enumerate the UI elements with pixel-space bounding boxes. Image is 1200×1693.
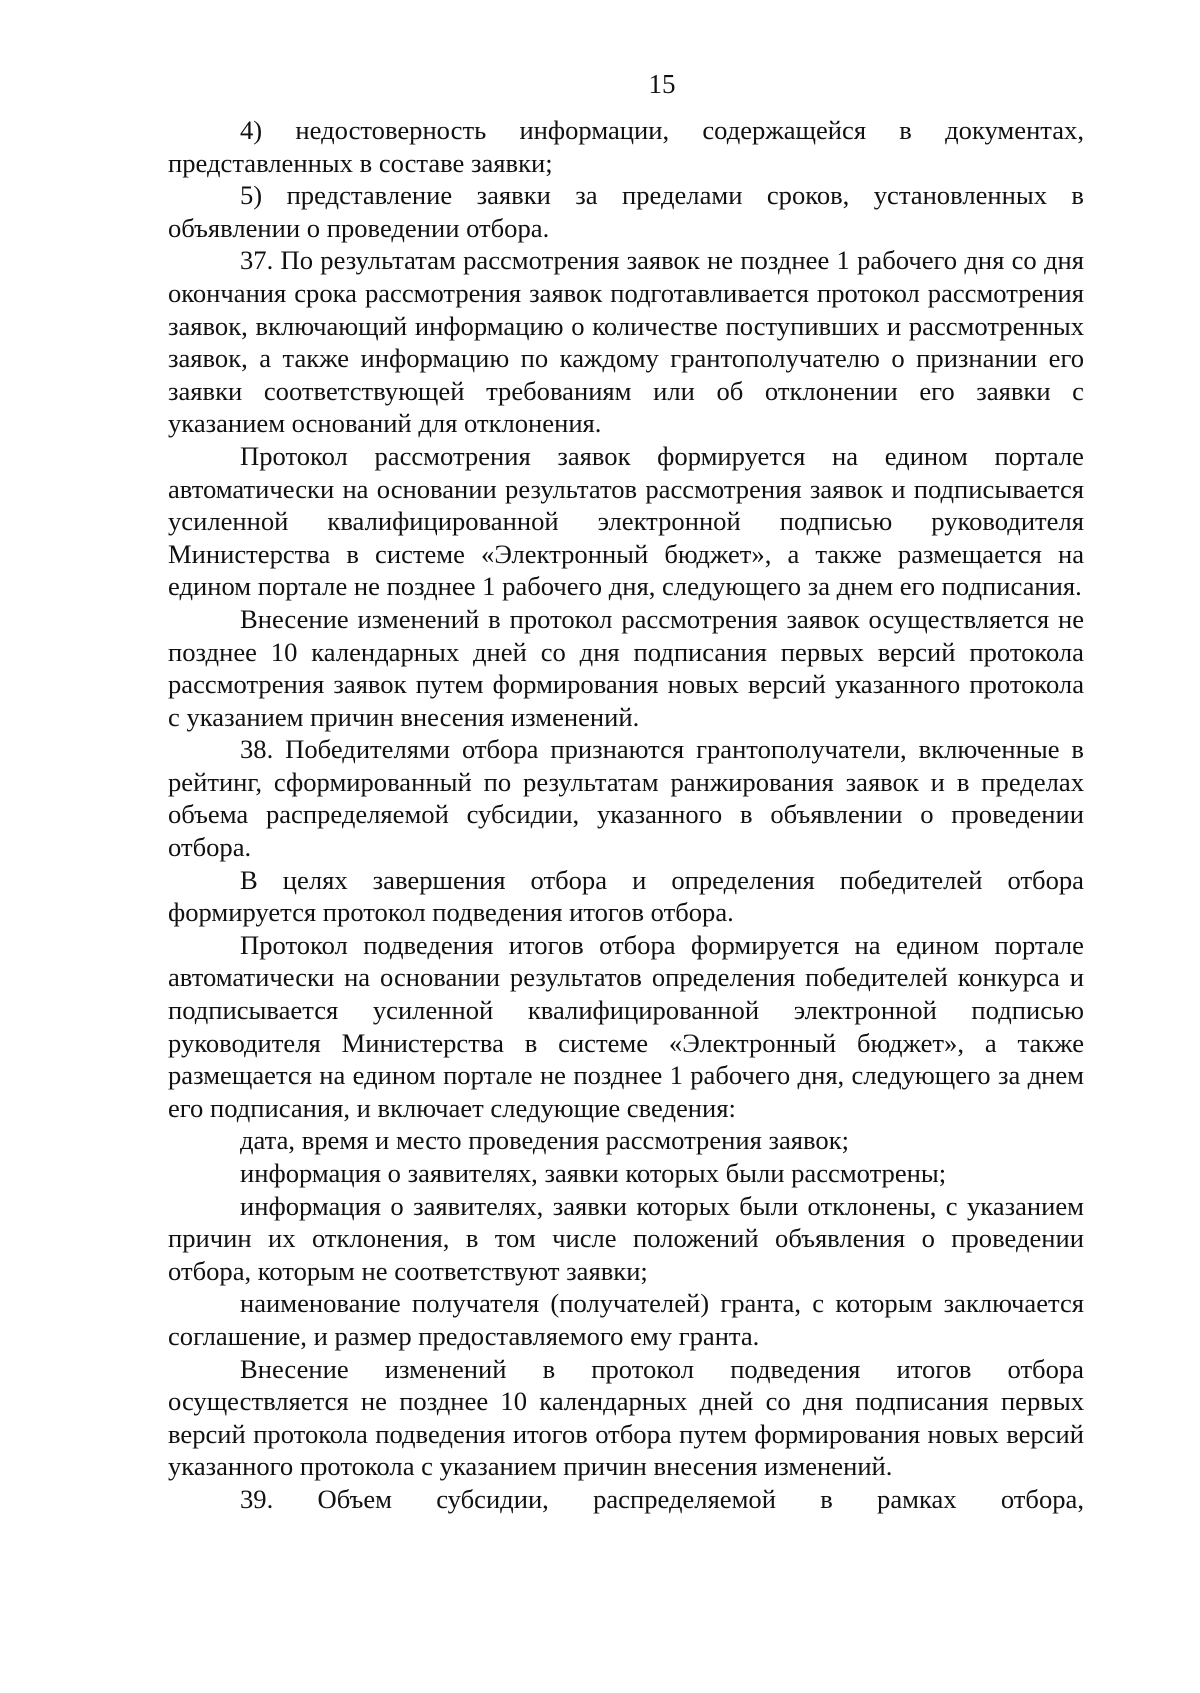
paragraph-selection-completion: В целях завершения отбора и определения победителей отбора формируется протокол подведения итогов отбора. [168, 864, 1084, 928]
page-number: 15 [648, 69, 676, 99]
list-item-rejected-applicants: информация о заявителях, заявки которых были отклонены, с указанием причин их отклонения, в том числе положений объявления о проведении отбора, которым не соответствуют заявки; [168, 1190, 1084, 1286]
paragraph-37: 37. По результатам рассмотрения заявок не позднее 1 рабочего дня со дня окончания срока рассмотрения заявок подготавливается протокол рассмотрения заявок, включающий информацию о количестве поступивших и рассмотренных заявок, а также информацию по каждому грантополучателю о признании его заявки соответствующей требованиям или об отклонении его заявки с указанием оснований для отклонения. [168, 245, 1084, 439]
paragraph-review-protocol-changes: Внесение изменений в протокол рассмотрения заявок осуществляется не позднее 10 календарных дней со дня подписания первых версий протокола рассмотрения заявок путем формирования новых версий указанного протокола с указанием причин внесения изменений. [168, 603, 1084, 732]
paragraph-review-protocol: Протокол рассмотрения заявок формируется на едином портале автоматически на основании результатов рассмотрения заявок и подписывается усиленной квалифицированной электронной подписью руководителя Министерства в системе «Электронный бюджет», а также размещается на едином портале не позднее 1 рабочего дня, следующего за днем его подписания. [168, 440, 1084, 602]
list-item-date-time: дата, время и место проведения рассмотрения заявок; [240, 1125, 850, 1156]
paragraph-item-5: 5) представление заявки за пределами сроков, установленных в объявлении о проведении отбора. [168, 180, 1084, 243]
paragraph-results-protocol-changes: Внесение изменений в протокол подведения итогов отбора осуществляется не позднее 10 календарных дней со дня подписания первых версий протокола подведения итогов отбора путем формирования новых версий указанного протокола с указанием причин внесения изменений. [168, 1353, 1084, 1482]
paragraph-39: 39. Объем субсидии, распределяемой в рамках отбора, [240, 1483, 1084, 1514]
paragraph-item-4: 4) недостоверность информации, содержащейся в документах, представленных в составе заявки; [168, 115, 1084, 178]
paragraph-38: 38. Победителями отбора признаются грантополучатели, включенные в рейтинг, сформированный по результатам ранжирования заявок и в пределах объема распределяемой субсидии, указанного в объявлении о проведении отбора. [168, 734, 1084, 863]
paragraph-results-protocol: Протокол подведения итогов отбора формируется на едином портале автоматически на основании результатов определения победителей конкурса и подписывается усиленной квалифицированной электронной подписью руководителя Министерства в системе «Электронный бюджет», а также размещается на едином портале не позднее 1 рабочего дня, следующего за днем его подписания, и включает следующие сведения: [168, 929, 1084, 1123]
list-item-grant-recipient: наименование получателя (получателей) гранта, с которым заключается соглашение, и размер предоставляемого ему гранта. [168, 1288, 1084, 1351]
list-item-reviewed-applicants: информация о заявителях, заявки которых были рассмотрены; [240, 1158, 947, 1188]
document-body [168, 114, 1084, 1516]
